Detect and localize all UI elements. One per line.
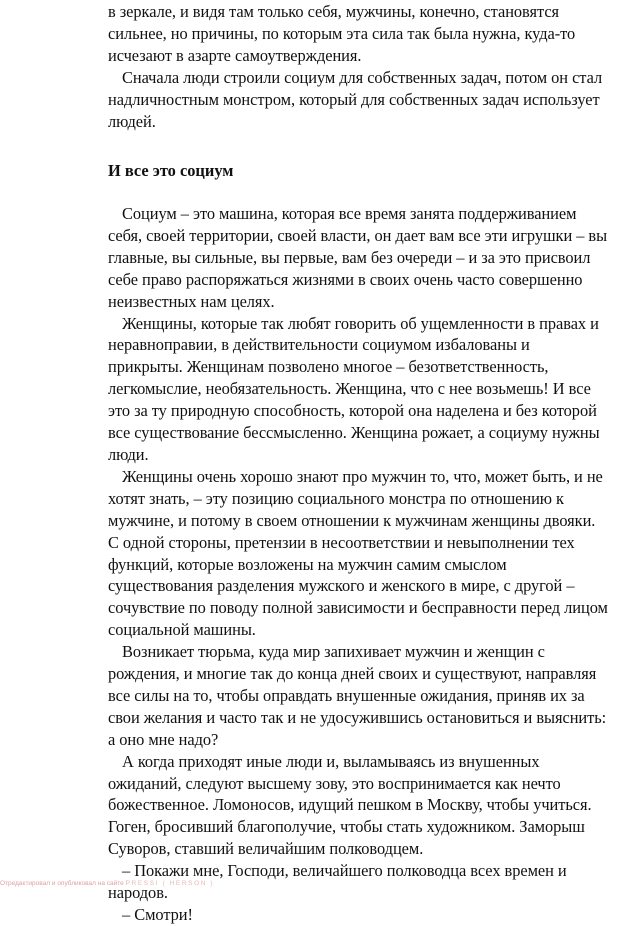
footer-watermark	[0, 880, 214, 887]
dialogue-line: – Покажи мне, Господи, величайшего полководца всех времен и народов.	[108, 861, 567, 903]
paragraph-block-top	[108, 1, 608, 132]
paragraph: в зеркале, и видя там только себя, мужчины, конечно, становятся сильнее, но причины, по которым эта сила так была нужна, куда-то исчезают в азарте самоутверждения.	[108, 2, 576, 65]
footer-site: PRESSI ( HERSON )	[125, 880, 215, 887]
paragraph: Женщины, которые так любят говорить об ущемленности в правах и неравноправии, в действительности социумом избалованы и прикрыты. Женщинам позволено многое – безответственность, легкомыслие, необязательность. Женщина, что с нее возьмешь! И все это за ту природную способность, которой она наделена и без которой все существование бессмысленно. Женщина рожает, а социуму нужны люди.	[108, 313, 600, 464]
paragraph: А когда приходят иные люди и, выламываясь из внушенных ожиданий, следуют высшему зову, это воспринимается как нечто божественное. Ломоносов, идущий пешком в Москву, чтобы учиться. Гоген, бросивший благополучие, чтобы стать художником. Заморыш Суворов, ставший величайшим полководцем.	[108, 751, 592, 859]
section-heading: И все это социум	[108, 161, 234, 180]
paragraph: Женщины очень хорошо знают про мужчин то, что, может быть, и не хотят знать, – эту позицию социального монстра по отношению к мужчине, и потому в своем отношении к мужчинам женщины двояки. С одной стороны, претензии в несоответствии и невыполнении тех функций, которые возложены на мужчин самим смыслом существования разделения мужского и женского в мире, с другой – сочувствие по поводу полной зависимости и бесправности перед лицом социальной машины.	[108, 466, 608, 640]
footer-note: Отредактировал и опубликовал на сайте	[0, 880, 124, 887]
paragraph: Социум – это машина, которая все время занята поддерживанием себя, своей территории, своей власти, он дает вам все эти игрушки – вы главные, вы сильные, вы первые, вам без очереди – и за это присвоил себе право распоряжаться жизнями в своих очень часто совершенно неизвестных нам целях.	[108, 204, 608, 311]
dialogue-line: – Смотри!	[122, 905, 193, 924]
paragraph-block-main	[108, 203, 608, 926]
paragraph: Сначала люди строили социум для собственных задач, потом он стал надличностным монстром, который для собственных задач использует людей.	[108, 67, 603, 131]
paragraph: Возникает тюрьма, куда мир запихивает мужчин и женщин с рождения, и многие так до конца дней своих и существуют, направляя все силы на то, чтобы оправдать внушенные ожидания, приняв их за свои желания и часто так и не удосужившись остановиться и выяснить: а оно мне надо?	[108, 642, 607, 749]
